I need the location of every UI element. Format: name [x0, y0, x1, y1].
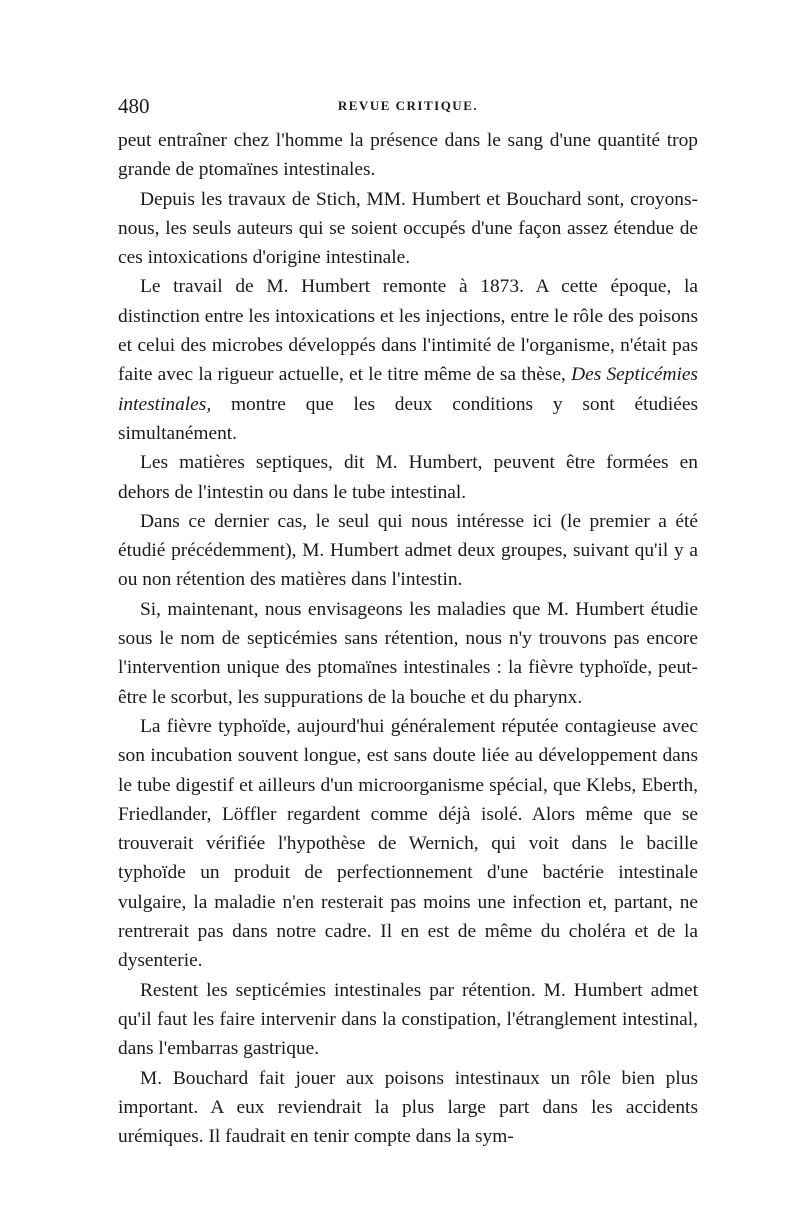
thesis-title: Des Septicémies intestinales,	[118, 364, 698, 415]
paragraph: Si, maintenant, nous envisageons les maladies que M. Humbert étudie sous le nom de septicémies sans rétention, nous n'y trouvons pas encore l'intervention unique des ptomaïnes intestinales : la fièvre typhoïde, peut-être le scorbut, les suppurations de la bouche et du pharynx.	[118, 598, 698, 708]
paragraph: Dans ce dernier cas, le seul qui nous intéresse ici (le premier a été étudié précédemment), M. Humbert admet deux groupes, suivant qu'il y a ou non rétention des matières dans l'intestin.	[118, 510, 698, 591]
running-title: REVUE CRITIQUE.	[337, 98, 479, 113]
paragraph-text: Le travail de M. Humbert remonte à 1873. A cette époque, la distinction entre les intoxications et les injections, entre le rôle des poisons et celui des microbes développés dans l'intimité de l'organisme, n'était pas faite avec la rigueur actuelle, et le titre même de sa thèse,	[118, 276, 698, 386]
paragraph-text: montre que les deux conditions y sont étudiées simultanément.	[118, 393, 698, 444]
paragraph: La fièvre typhoïde, aujourd'hui généralement réputée contagieuse avec son incubation souvent longue, est sans doute liée au développement dans le tube digestif et ailleurs d'un microorganisme spécial, que Klebs, Eberth, Friedlander, Löffler regardent comme déjà isolé. Alors même que se trouverait vérifiée l'hypothèse de Wernich, qui voit dans le bacille typhoïde un produit de perfectionnement d'une bactérie intestinale vulgaire, la maladie n'en resterait pas moins une infection et, partant, ne rentrerait pas dans notre cadre. Il en est de même du choléra et de la dysenterie.	[118, 715, 698, 972]
page-number: 480	[118, 94, 150, 118]
running-header	[118, 92, 698, 126]
paragraph: Les matières septiques, dit M. Humbert, peuvent être formées en dehors de l'intestin ou dans le tube intestinal.	[118, 452, 698, 503]
paragraph: Depuis les travaux de Stich, MM. Humbert et Bouchard sont, croyons-nous, les seuls auteurs qui se soient occupés d'une façon assez étendue de ces intoxications d'origine intestinale.	[118, 188, 698, 269]
paragraph: peut entraîner chez l'homme la présence dans le sang d'une quantité trop grande de ptomaïnes intestinales.	[118, 130, 698, 181]
paragraph: Restent les septicémies intestinales par rétention. M. Humbert admet qu'il faut les faire intervenir dans la constipation, l'étranglement intestinal, dans l'embarras gastrique.	[118, 979, 698, 1060]
paragraph	[118, 272, 698, 448]
book-page	[118, 92, 698, 1151]
body-text	[118, 126, 698, 1151]
paragraph: M. Bouchard fait jouer aux poisons intestinaux un rôle bien plus important. A eux reviendrait la plus large part dans les accidents urémiques. Il faudrait en tenir compte dans la sym-	[118, 1067, 698, 1148]
